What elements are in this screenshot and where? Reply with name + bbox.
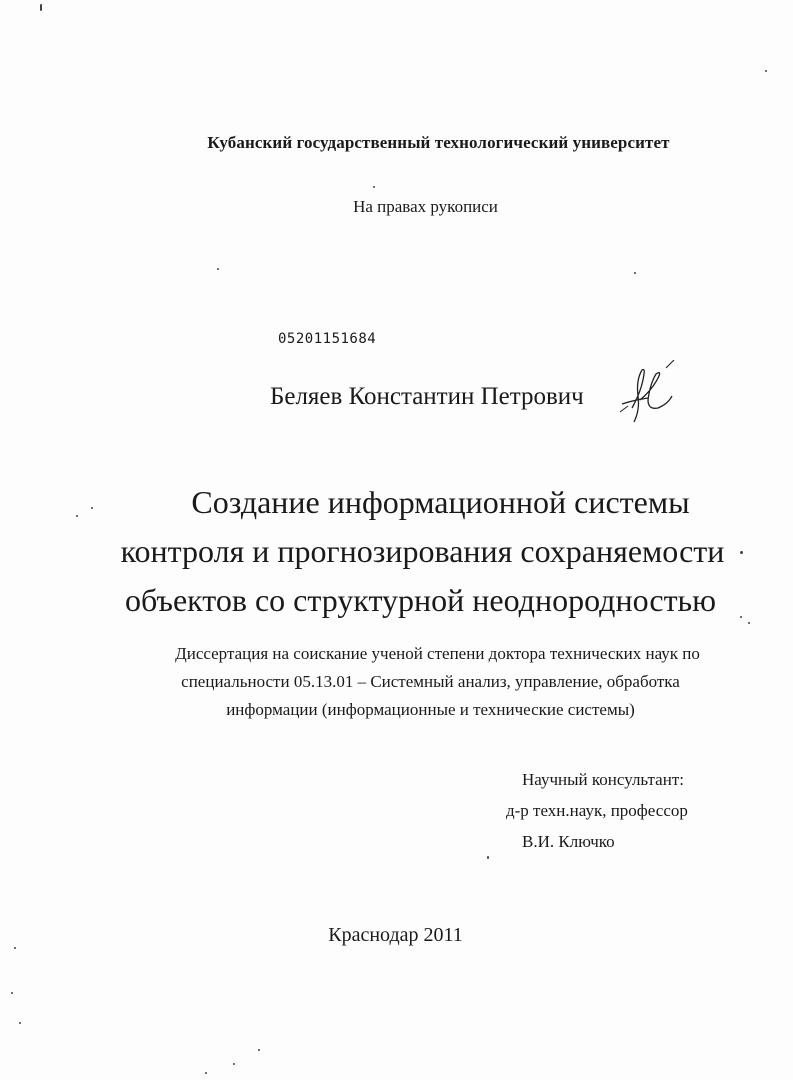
description-line: информации (информационные и технические системы)	[226, 700, 635, 719]
scan-speck	[373, 186, 375, 188]
signature-icon	[618, 360, 680, 430]
scan-speck	[11, 992, 13, 994]
city-year: Краснодар 2011	[328, 924, 463, 946]
description-line: специальности 05.13.01 – Системный анализ, управление, обработка	[181, 672, 680, 691]
scan-speck	[19, 1022, 21, 1024]
description-line: Диссертация на соискание ученой степени доктора технических наук по	[175, 644, 700, 663]
scan-speck	[748, 622, 750, 624]
scan-speck	[14, 947, 16, 949]
university-name: Кубанский государственный технологический университет	[207, 133, 670, 152]
consultant-label: Научный консультант:	[522, 770, 684, 789]
title-line: контроля и прогнозирования сохраняемости	[120, 533, 725, 569]
registration-code: 05201151684	[278, 331, 377, 347]
title-line: объектов со структурной неоднородностью	[124, 582, 717, 618]
manuscript-note: На правах рукописи	[353, 197, 498, 216]
scan-speck	[740, 616, 742, 618]
scan-speck	[487, 856, 489, 859]
scan-speck	[91, 507, 93, 509]
scan-speck	[76, 515, 78, 517]
dissertation-title	[0, 478, 793, 625]
scan-speck	[40, 4, 42, 11]
scan-speck	[765, 70, 767, 72]
title-line: Создание информационной системы	[191, 484, 690, 520]
scan-speck	[217, 268, 219, 270]
scan-speck	[258, 1049, 260, 1051]
author-name: Беляев Константин Петрович	[270, 383, 584, 410]
consultant-degree: д-р техн.наук, профессор	[506, 801, 688, 820]
scan-speck	[634, 272, 636, 274]
consultant-name: В.И. Ключко	[522, 832, 615, 851]
dissertation-description	[0, 640, 793, 724]
scan-speck	[740, 551, 743, 554]
scan-speck	[233, 1063, 235, 1065]
scientific-consultant	[506, 764, 688, 857]
scan-speck	[205, 1072, 207, 1074]
